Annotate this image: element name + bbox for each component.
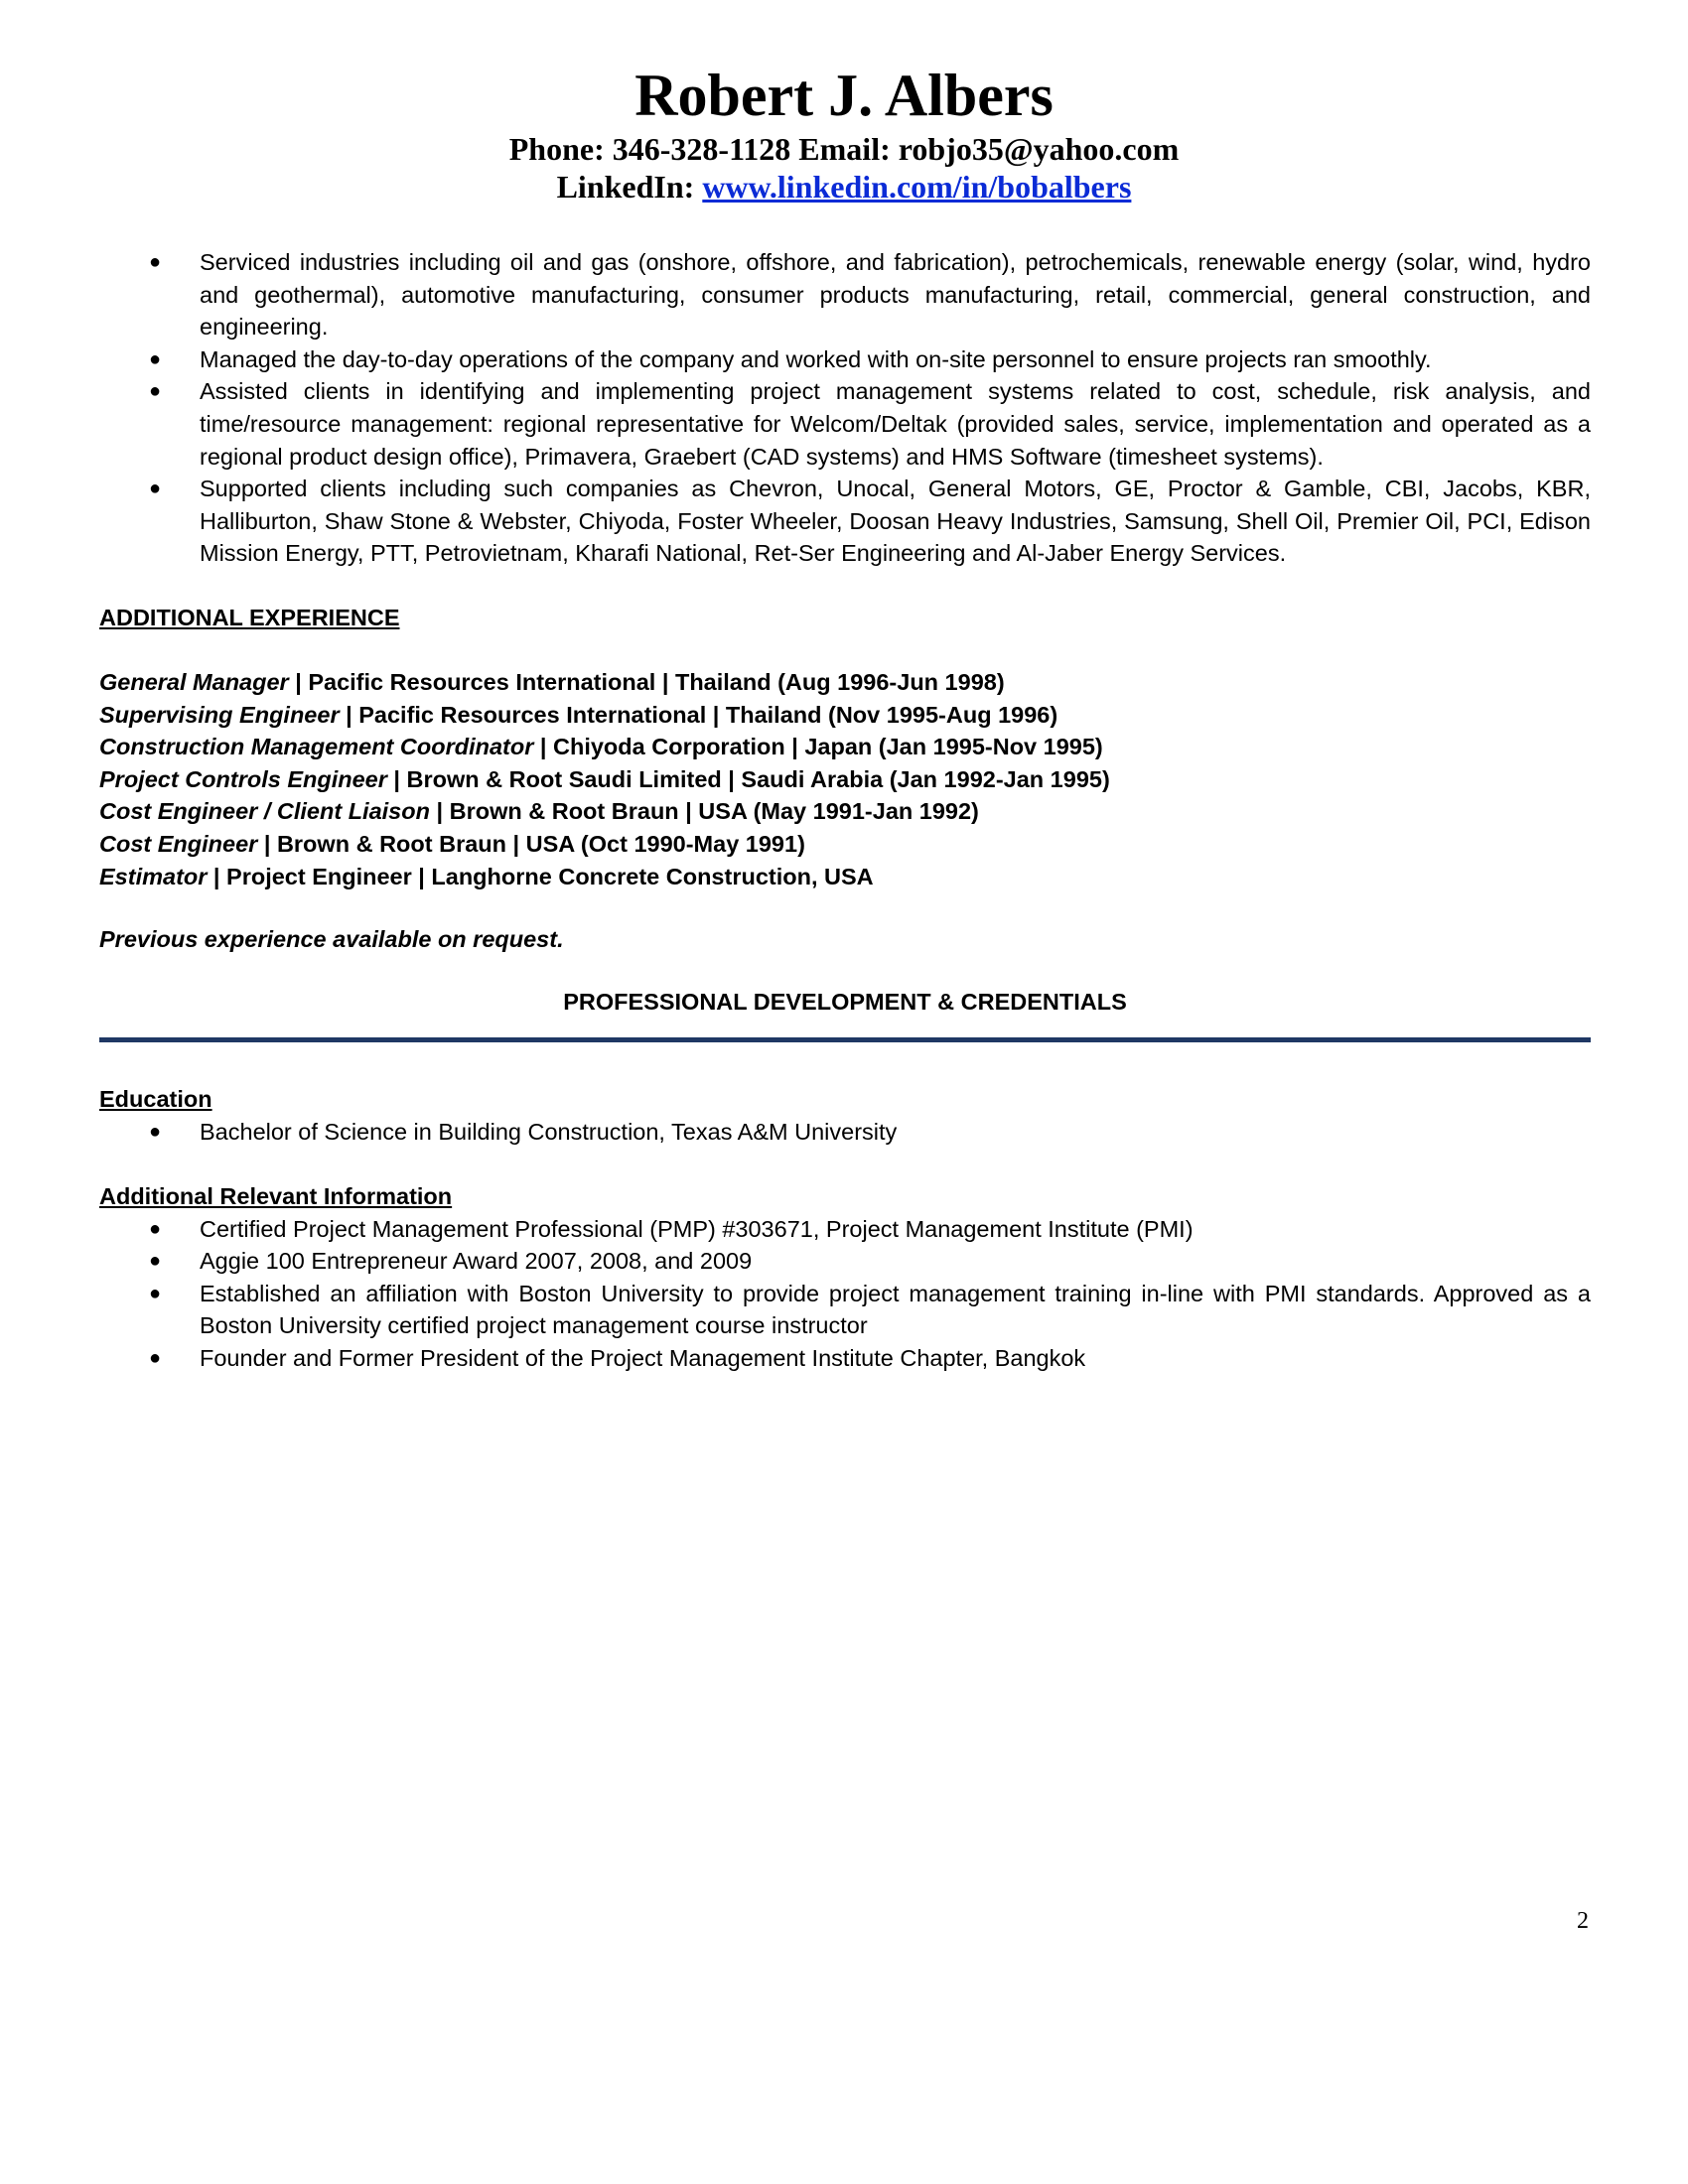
list-item: ● Certified Project Management Professional (PMP) #303671, Project Management Institute (PMI): [99, 1213, 1591, 1246]
candidate-name: Robert J. Albers: [634, 63, 1054, 128]
additional-info-heading: Additional Relevant Information: [99, 1183, 453, 1209]
job-entry: Supervising Engineer | Pacific Resources International | Thailand (Nov 1995-Aug 1996): [99, 701, 1058, 728]
bullet-icon: ●: [149, 347, 162, 370]
linkedin-label: LinkedIn:: [556, 169, 703, 205]
linkedin-link[interactable]: www.linkedin.com/in/bobalbers: [702, 169, 1132, 205]
list-item: ● Serviced industries including oil and gas (onshore, offshore, and fabrication), petrochemicals, renewable energy (solar, wind, hydro and geothermal), automotive manufacturing, consumer products manufacturing, retail, commercial, general construction, and engineering.: [99, 246, 1591, 343]
bullet-icon: ●: [149, 1217, 162, 1240]
bullet-icon: ●: [149, 380, 162, 403]
list-item: ● Managed the day-to-day operations of the company and worked with on-site personnel to ensure projects ran smoothly.: [99, 343, 1591, 376]
experience-bullets: [99, 246, 1591, 570]
additional-info-section: [99, 1180, 1591, 1375]
list-item: ● Bachelor of Science in Building Construction, Texas A&M University: [99, 1116, 1591, 1149]
education-heading: Education: [99, 1086, 212, 1112]
bullet-icon: ●: [149, 478, 162, 500]
list-item: ● Established an affiliation with Boston University to provide project management training in-line with PMI standards. Approved as a Boston University certified project management course instructor: [99, 1278, 1591, 1342]
job-entry: Estimator | Project Engineer | Langhorne Concrete Construction, USA: [99, 863, 874, 889]
bullet-icon: ●: [149, 1282, 162, 1304]
previous-experience-note: Previous experience available on request.: [99, 926, 564, 952]
job-entry: Cost Engineer / Client Liaison | Brown & Root Braun | USA (May 1991-Jan 1992): [99, 798, 979, 825]
bullet-icon: ●: [149, 1120, 162, 1143]
bullet-icon: ●: [149, 1250, 162, 1273]
additional-experience-heading: ADDITIONAL EXPERIENCE: [99, 605, 400, 630]
contact-line: Phone: 346-328-1128 Email: robjo35@yahoo.com: [508, 131, 1180, 167]
job-entry: Cost Engineer | Brown & Root Braun | USA (Oct 1990-May 1991): [99, 830, 805, 857]
list-item: ● Aggie 100 Entrepreneur Award 2007, 2008, and 2009: [99, 1245, 1591, 1278]
list-item: ● Assisted clients in identifying and implementing project management systems related to cost, schedule, risk analysis, and time/resource management: regional representative for Welcom/Deltak (provided sales, service, implementation and operated as a regional product design office), Primavera, Graebert (CAD systems) and HMS Software (timesheet systems).: [99, 375, 1591, 473]
list-item: ● Founder and Former President of the Project Management Institute Chapter, Bangkok: [99, 1342, 1591, 1375]
credentials-heading: PROFESSIONAL DEVELOPMENT & CREDENTIALS: [563, 989, 1127, 1015]
job-entry: Project Controls Engineer | Brown & Root Saudi Limited | Saudi Arabia (Jan 1992-Jan 1995): [99, 765, 1110, 792]
job-entry: Construction Management Coordinator | Chiyoda Corporation | Japan (Jan 1995-Nov 1995): [99, 734, 1103, 760]
bullet-icon: ●: [149, 251, 162, 273]
section-divider: [99, 1037, 1591, 1042]
job-entry: General Manager | Pacific Resources International | Thailand (Aug 1996-Jun 1998): [99, 669, 1005, 695]
page-number: 2: [1577, 1908, 1589, 1934]
bullet-icon: ●: [149, 1346, 162, 1369]
linkedin-line: [0, 167, 1688, 206]
list-item: ● Supported clients including such companies as Chevron, Unocal, General Motors, GE, Proctor & Gamble, CBI, Jacobs, KBR, Halliburton, Shaw Stone & Webster, Chiyoda, Foster Wheeler, Doosan Heavy Industries, Samsung, Shell Oil, Premier Oil, PCI, Edison Mission Energy, PTT, Petrovietnam, Kharafi National, Ret-Ser Engineering and Al-Jaber Energy Services.: [99, 473, 1591, 570]
education-section: [99, 1083, 1591, 1148]
job-list: [99, 666, 1591, 892]
